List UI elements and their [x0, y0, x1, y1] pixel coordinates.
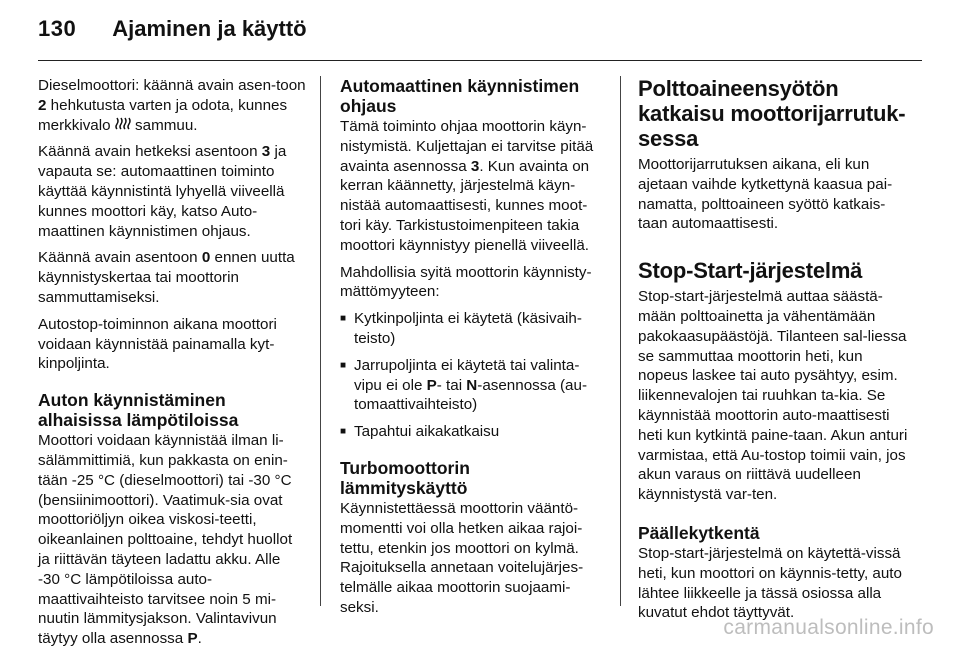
paragraph: Moottori voidaan käynnistää ilman li-sälämmittimiä, kun pakkasta on enin-tään -25 °C (dieselmoottori) tai -30 °C (bensiinimoottori). Vaatimuk-sia ovat moottoriöljyn oikea viskosi-teetti, oikeanlainen polttoaine, tehdyt huollot ja riittävän täyteen ladattu akku. Alle -30 °C lämpötiloissa auto-maattivaihteisto tarvitsee noin 5 mi-nuutin lämmitysjakson. Valintavivun täytyy olla asennossa P.	[38, 432, 293, 648]
page-number: 130	[38, 16, 77, 41]
section-heading: Stop-Start-järjestelmä	[638, 258, 863, 284]
section-heading: Turbomoottorin lämmityskäyttö	[340, 457, 470, 498]
paragraph: Moottorijarrutuksen aikana, eli kun ajetaan vaihde kytkettynä kaasua pai-namatta, polttoaineen syöttö katkais-taan automaattisesti.	[638, 156, 893, 233]
list-item: ■ Kytkinpoljinta ei käytetä (käsivaih-teisto)	[340, 310, 582, 347]
column-2	[340, 76, 602, 625]
paragraph: Käännä avain asentoon 0 ennen uutta käynnistyskertaa tai moottorin sammuttamiseksi.	[38, 249, 295, 306]
header-rule	[38, 60, 922, 61]
glow-plug-icon	[115, 116, 131, 136]
list-item: ■ Jarrupoljinta ei käytetä tai valinta-vipu ei ole P- tai N-asennossa (au-tomaattivaihteisto)	[340, 356, 588, 414]
column-1	[38, 76, 306, 656]
section-heading: Automaattinen käynnistimen ohjaus	[340, 76, 580, 116]
paragraph: Mahdollisia syitä moottorin käynnisty-mättömyyteen:	[340, 263, 592, 301]
bullet-icon: ■	[340, 359, 347, 371]
paragraph: Dieselmoottori: käännä avain asen-toon 2 hehkutusta varten ja odota, kunnes merkkivalo sammuu.	[38, 77, 306, 134]
paragraph: Stop-start-järjestelmä on käytettä-vissä heti, kun moottori on käynnis-tetty, auto lähtee liikkeelle ja tässä osiossa alla kuvatut ehdot täyttyvät.	[638, 544, 902, 622]
column-divider	[620, 76, 621, 606]
paragraph: Autostop-toiminnon aikana moottori voidaan käynnistää painamalla kyt-kinpoljinta.	[38, 315, 277, 373]
column-divider	[320, 76, 321, 606]
watermark: carmanualsonline.info	[723, 616, 934, 639]
paragraph: Tämä toiminto ohjaa moottorin käyn-nistymistä. Kuljettajan ei tarvitse pitää avainta asennossa 3. Kun avainta on kerran käännetty, järjestelmä käyn-nistää automaattisesti, kunnes moot-tori käy. Tarkistustoimenpiteen takia moottori käynnistyy pienellä viiveellä.	[340, 118, 594, 254]
list-item: ■ Tapahtui aikakatkaisu	[340, 423, 500, 441]
bullet-icon: ■	[340, 426, 347, 438]
page-header	[38, 16, 307, 46]
bullet-icon: ■	[340, 313, 347, 325]
column-3	[638, 76, 910, 630]
paragraph: Käynnistettäessä moottorin vääntö-momentti voi olla hetken aikaa rajoi-tettu, etenkin jos moottori on kylmä. Rajoituksella annetaan voitelujärjes-telmälle aikaa moottorin suojaami-seksi.	[340, 499, 584, 616]
paragraph: Stop-start-järjestelmä auttaa säästä-mään polttoainetta ja vähentämään pakokaasupäästöjä. Tilanteen sal-liessa se sammuttaa moottorin heti, kun nopeus laskee tai auto pysähtyy, esim. liikennevalojen tai ruuhkan ta-kia. Se käynnistää moottorin auto-maattisesti heti kun kytkintä paine-taan. Akun anturi varmistaa, että Au-tostop toimii vain, jos akun varaus on riittävä uudelleen käynnistystä var-ten.	[638, 288, 908, 504]
subsection-heading: Päällekytkentä	[638, 522, 760, 543]
paragraph: Käännä avain hetkeksi asentoon 3 ja vapauta se: automaattinen toiminto käyttää käynnistintä lyhyellä viiveellä kunnes moottori käy, katso Auto-maattinen käynnistimen ohjaus.	[38, 143, 287, 240]
section-heading: Polttoaineensyötön katkaisu moottorijarrutuk-sessa	[638, 76, 906, 151]
chapter-title: Ajaminen ja käyttö	[112, 16, 307, 41]
section-heading: Auton käynnistäminen alhaisissa lämpötiloissa	[38, 390, 239, 431]
